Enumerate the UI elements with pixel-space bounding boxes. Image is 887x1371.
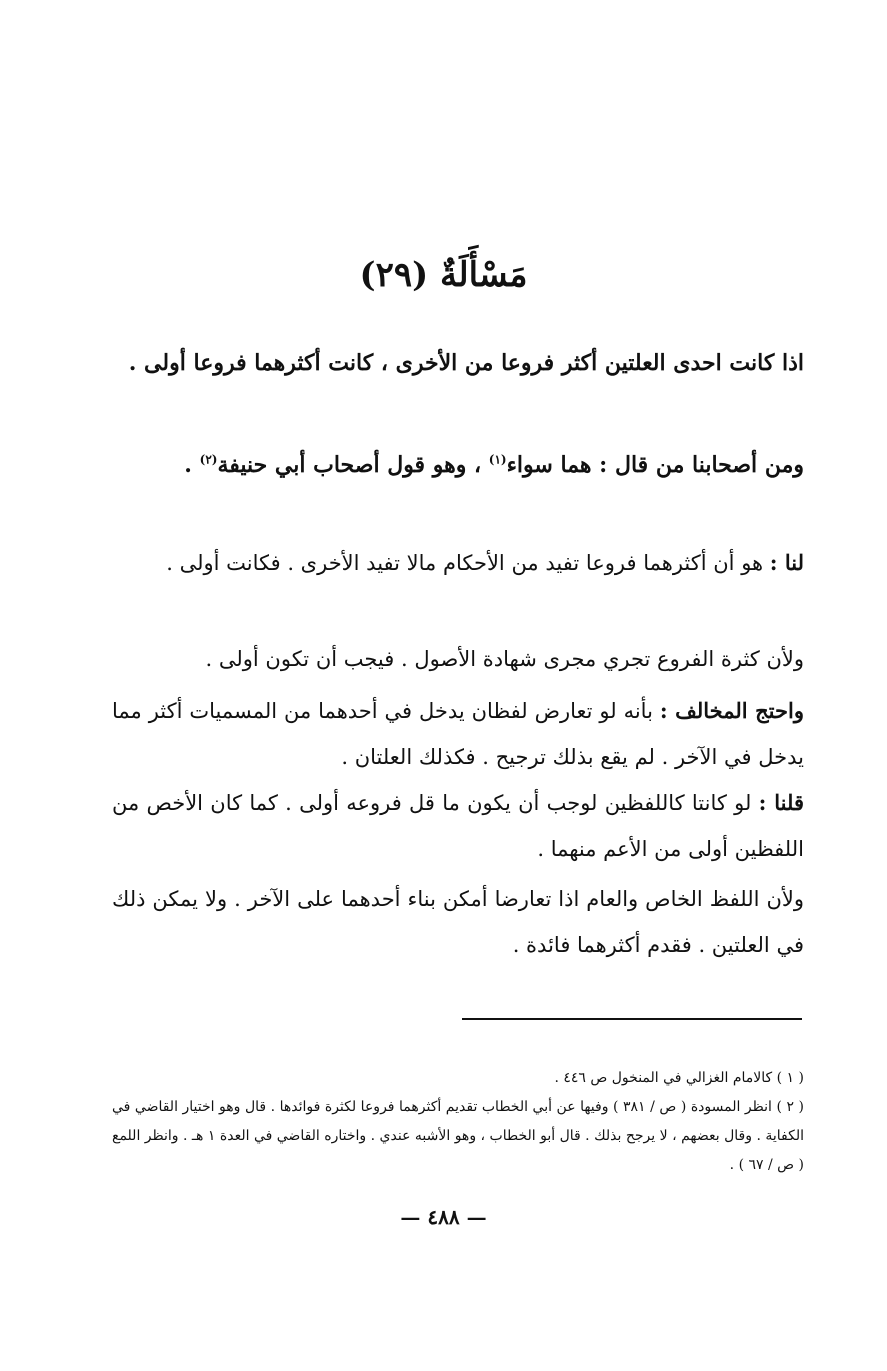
paragraph-5 — [112, 688, 804, 780]
paragraph-1-text: اذا كانت احدى العلتين أكثر فروعا من الأخرى ، كانت أكثرهما فروعا أولى . — [128, 350, 804, 376]
paragraph-7-text: ولأن اللفظ الخاص والعام اذا تعارضا أمكن بناء أحدهما على الآخر . ولا يمكن ذلك في العلتين . فقدم أكثرهما فائدة . — [112, 887, 804, 957]
chapter-title: مَسْأَلَةٌ (٢٩) — [359, 255, 528, 295]
paragraph-6 — [112, 780, 804, 872]
paragraph-2-text-a: ومن أصحابنا من قال : هما سواء — [506, 452, 804, 478]
footnote-ref-1: (١) — [488, 452, 507, 467]
paragraph-1 — [112, 340, 804, 386]
paragraph-5-lead: واحتج المخالف : — [659, 698, 804, 723]
paragraph-6-text: لو كانتا كاللفظين لوجب أن يكون ما قل فروعه أولى . كما كان الأخص من اللفظين أولى من الأعم منهما . — [112, 791, 804, 861]
paragraph-2-text-c: . — [184, 452, 200, 478]
footnote-2: ( ٢ ) انظر المسودة ( ص / ٣٨١ ) وفيها عن أبي الخطاب تقديم أكثرهما فروعا لكثرة فوائدها . قال وهو اختيار القاضي في الكفاية . وقال بعضهم ، لا يرجح بذلك . قال أبو الخطاب ، وهو الأشبه عندي . واختاره القاضي في العدة ١ هـ . وانظر اللمع ( ص / ٦٧ ) . — [112, 1099, 805, 1173]
paragraph-4-text: ولأن كثرة الفروع تجري مجرى شهادة الأصول . فيجب أن تكون أولى . — [205, 647, 804, 671]
footnote-1: ( ١ ) كالامام الغزالي في المنخول ص ٤٤٦ . — [554, 1070, 804, 1086]
paragraph-5-text: بأنه لو تعارض لفظان يدخل في أحدهما من المسميات أكثر مما يدخل في الآخر . لم يقع بذلك ترجيح . فكذلك العلتان . — [112, 699, 804, 769]
page-number: — ٤٨٨ — — [400, 1205, 487, 1229]
paragraph-3-lead: لنا : — [769, 550, 804, 575]
paragraph-4 — [112, 636, 804, 682]
paragraph-2-text-b: ، وهو قول أصحاب أبي حنيفة — [217, 452, 489, 478]
footnote-divider — [462, 1018, 802, 1020]
paragraph-6-lead: قلنا : — [758, 790, 804, 815]
paragraph-3 — [112, 540, 804, 586]
paragraph-7 — [112, 876, 804, 968]
paragraph-3-text: هو أن أكثرهما فروعا تفيد من الأحكام مالا تفيد الأخرى . فكانت أولى . — [166, 551, 770, 575]
paragraph-2 — [112, 442, 804, 488]
footnote-ref-2: (٢) — [199, 452, 218, 467]
